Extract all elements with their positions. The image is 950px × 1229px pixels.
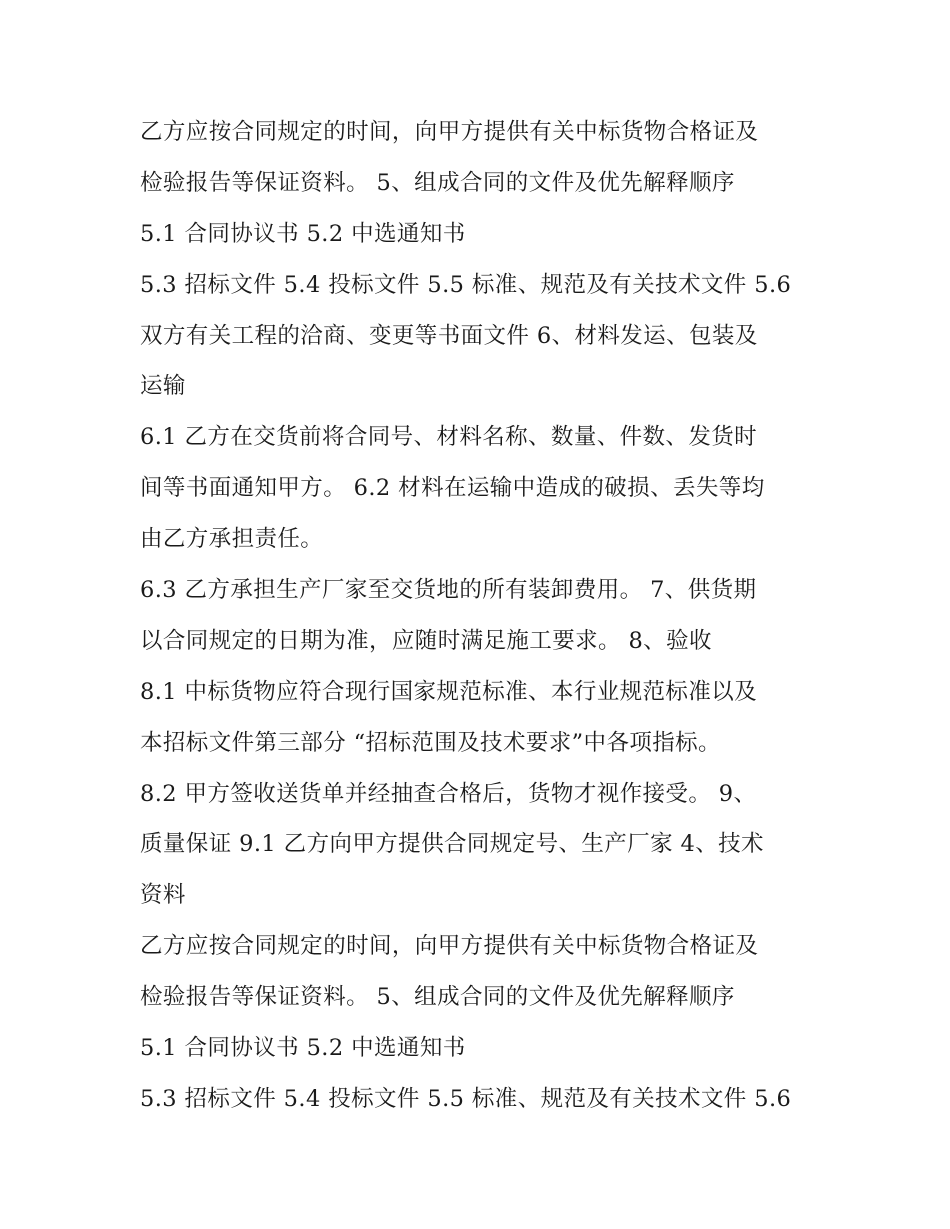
text-line: 间等书面通知甲方。 6.2 材料在运输中造成的破损、丢失等均 — [140, 475, 765, 502]
text-line: 运输 — [140, 373, 186, 400]
text-line: 检验报告等保证资料。 5、组成合同的文件及优先解释顺序 — [140, 984, 735, 1011]
text-line: 5.1 合同协议书 5.2 中选通知书 — [140, 1035, 466, 1062]
text-line: 双方有关工程的洽商、变更等书面文件 6、材料发运、包装及 — [140, 322, 758, 349]
text-line: 本招标文件第三部分 “招标范围及技术要求”中各项指标。 — [140, 729, 721, 756]
text-line: 5.3 招标文件 5.4 投标文件 5.5 标准、规范及有关技术文件 5.6 — [140, 1085, 792, 1112]
text-line: 6.3 乙方承担生产厂家至交货地的所有装卸费用。 7、供货期 — [140, 577, 757, 604]
text-line: 以合同规定的日期为准，应随时满足施工要求。 8、验收 — [140, 627, 712, 654]
text-line: 5.3 招标文件 5.4 投标文件 5.5 标准、规范及有关技术文件 5.6 — [140, 271, 792, 298]
text-line: 资料 — [140, 882, 186, 909]
text-line: 质量保证 9.1 乙方向甲方提供合同规定号、生产厂家 4、技术 — [140, 831, 764, 858]
text-line: 6.1 乙方在交货前将合同号、材料名称、数量、件数、发货时 — [140, 424, 758, 451]
text-line: 5.1 合同协议书 5.2 中选通知书 — [140, 220, 466, 247]
text-line: 乙方应按合同规定的时间，向甲方提供有关中标货物合格证及 — [140, 119, 759, 145]
document-body — [140, 107, 830, 1125]
text-line: 由乙方承担责任。 — [140, 526, 324, 553]
text-line: 检验报告等保证资料。 5、组成合同的文件及优先解释顺序 — [140, 169, 735, 196]
text-line: 8.1 中标货物应符合现行国家规范标准、本行业规范标准以及 — [140, 678, 758, 705]
text-line: 8.2 甲方签收送货单并经抽查合格后，货物才视作接受。 9、 — [140, 780, 757, 807]
text-line: 乙方应按合同规定的时间，向甲方提供有关中标货物合格证及 — [140, 933, 759, 960]
